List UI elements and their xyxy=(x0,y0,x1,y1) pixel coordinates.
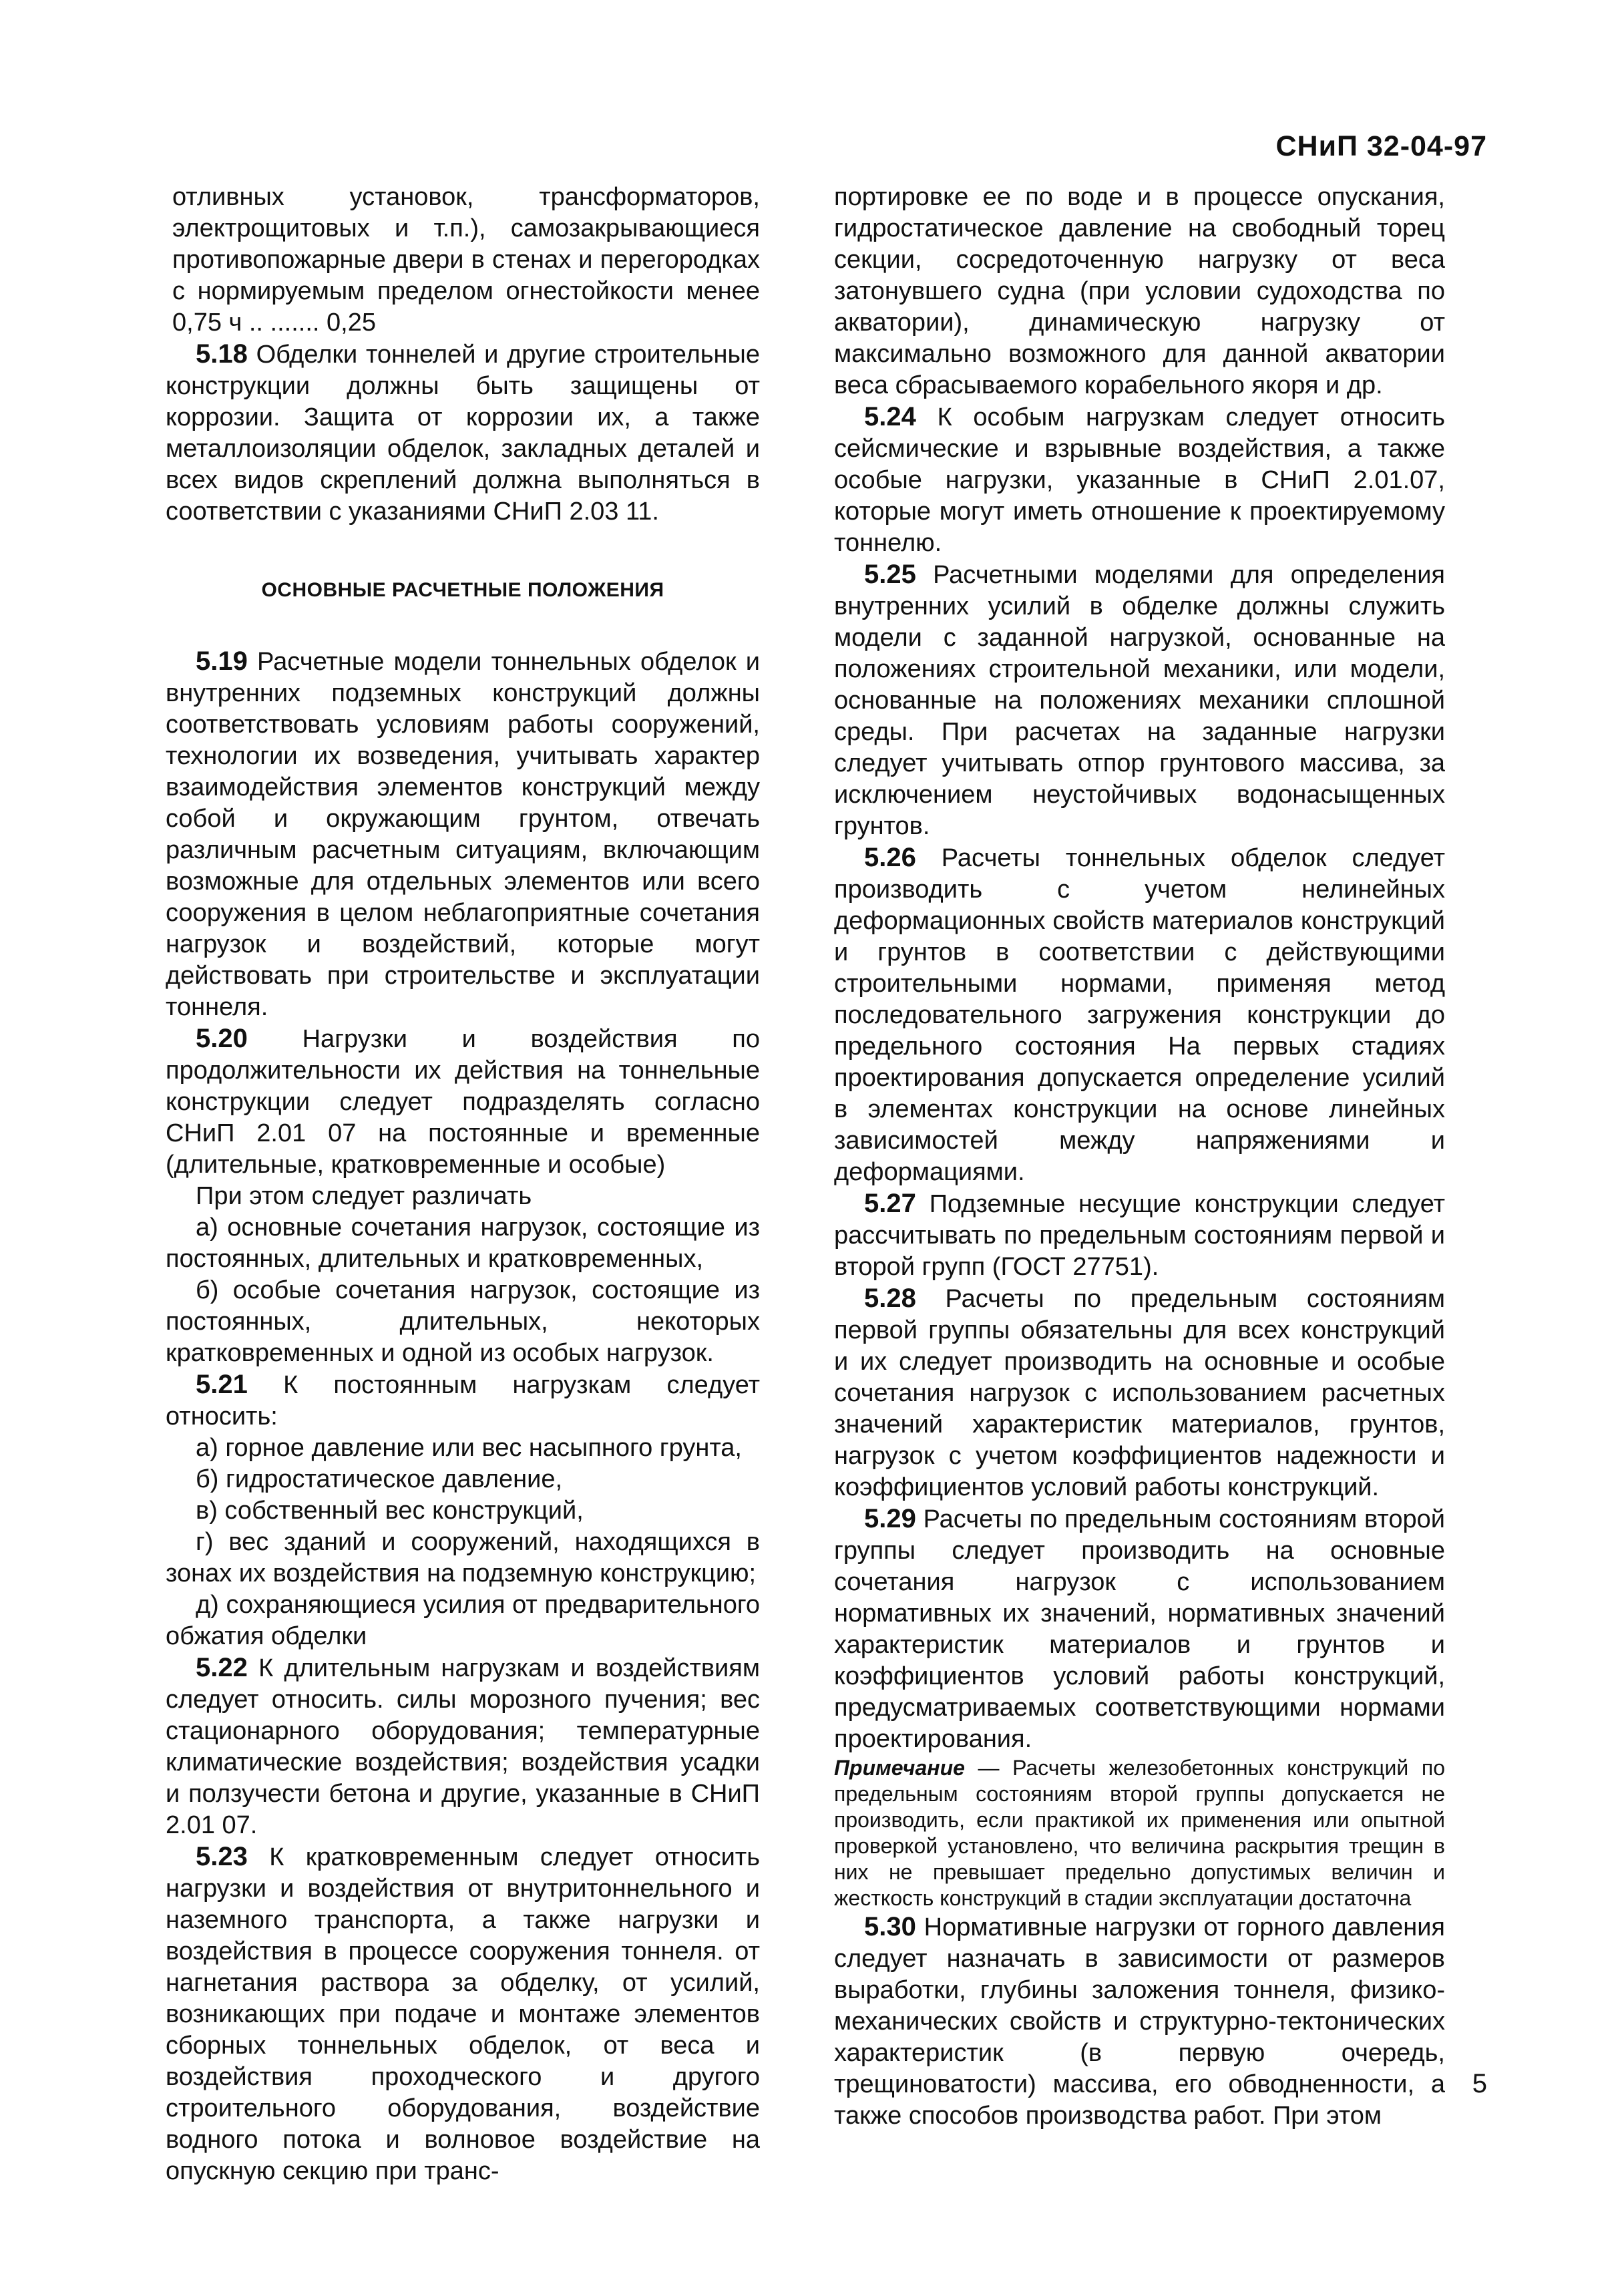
clause-number: 5.29 xyxy=(864,1504,916,1533)
section-title: ОСНОВНЫЕ РАСЧЕТНЫЕ ПОЛОЖЕНИЯ xyxy=(261,579,664,601)
clause-5-29 xyxy=(834,1503,1445,1755)
clause-text: Подземные несущие конструкции следует рассчитывать по предельным состояниям первой и второй групп (ГОСТ 27751). xyxy=(834,1190,1445,1281)
clause-5-28 xyxy=(834,1283,1445,1503)
clause-number: 5.18 xyxy=(196,339,248,369)
clause-5-22 xyxy=(166,1652,760,1841)
clause-text: К длительным нагрузкам и воздействиям следует относить. силы морозного пучения; вес стационарного оборудования; температурные климатические воздействия; воздействия усадки и ползучести бетона и другие, указанные в СНиП 2.01 07. xyxy=(166,1654,760,1839)
clause-text: К постоянным нагрузкам следует относить: xyxy=(166,1371,760,1431)
clause-number: 5.30 xyxy=(864,1912,916,1941)
paragraph-continuation: отливных установок, трансформаторов, электрощитовых и т.п.), самозакрывающиеся противопожарные двери в стенах и перегородках с нормируемым пределом огнестойкости менее 0,75 ч .. ....... 0,25 xyxy=(172,183,760,337)
clause-5-27 xyxy=(834,1188,1445,1283)
paragraph-continuation: портировке ее по воде и в процессе опускания, гидростатическое давление на свободный торец секции, сосредоточенную нагрузку от веса затонувшего судна (при условии судоходства по акватории), динамическую нагрузку от максимально возможного для данной акватории веса сбрасываемого корабельного якоря и др. xyxy=(834,183,1445,399)
list-item: а) горное давление или вес насыпного грунта, xyxy=(196,1434,742,1462)
right-column xyxy=(834,182,1445,2132)
clause-text: К особым нагрузкам следует относить сейсмические и взрывные воздействия, а также особые нагрузки, указанные в СНиП 2.01.07, которые могут иметь отношение к проектируемому тоннелю. xyxy=(834,403,1446,557)
clause-text: Нормативные нагрузки от горного давления следует назначать в зависимости от размеров выработки, глубины заложения тоннеля, физико-механических свойств и структурно-тектонических характеристик (в первую очередь, трещиноватости) массива, его обводненности, а также способов производства работ. При этом xyxy=(834,1913,1445,2130)
document-code-header: СНиП 32-04-97 xyxy=(1275,130,1487,162)
clause-number: 5.19 xyxy=(196,646,248,676)
clause-5-20 xyxy=(166,1023,760,1181)
list-item: а) основные сочетания нагрузок, состоящие из постоянных, длительных и кратковременных, xyxy=(166,1213,760,1273)
list-item: б) гидростатическое давление, xyxy=(196,1465,563,1493)
list-item: в) собственный вес конструкций, xyxy=(196,1497,584,1525)
clause-5-24 xyxy=(834,401,1445,559)
left-column xyxy=(166,182,760,2187)
paragraph: При этом следует различать xyxy=(196,1182,532,1210)
clause-5-19 xyxy=(166,646,760,1023)
page-number: 5 xyxy=(1472,2069,1487,2098)
clause-number: 5.26 xyxy=(864,843,916,872)
clause-text: Нагрузки и воздействия по продолжительности их действия на тоннельные конструкции следует подразделять согласно СНиП 2.01 07 на постоянные и временные (длительные, кратковременные и особые) xyxy=(166,1025,760,1179)
list-item: д) сохраняющиеся усилия от предварительного обжатия обделки xyxy=(166,1591,760,1650)
clause-number: 5.28 xyxy=(864,1284,916,1313)
clause-text: Расчеты по предельным состояниям второй группы следует производить на основные сочетания нагрузок с использованием нормативных их значений, нормативных значений характеристик материалов и грунтов и коэффициентов условий работы конструкций, предусматриваемых соответствующими нормами проектирования. xyxy=(834,1505,1445,1753)
clause-text: Расчетные модели тоннельных обделок и внутренних подземных конструкций должны соответствовать условиям работы сооружений, технологии их возведения, учитывать характер взаимодействия элементов конструкций между собой и окружающим грунтом, отвечать различным расчетным ситуациям, включающим возможные для отдельных элементов или всего сооружения в целом неблагоприятные сочетания нагрузок и воздействий, которые могут действовать при строительстве и эксплуатации тоннеля. xyxy=(166,648,760,1021)
clause-5-18 xyxy=(166,339,760,528)
clause-5-23 xyxy=(166,1841,760,2187)
clause-number: 5.23 xyxy=(196,1842,248,1871)
clause-text: Расчеты по предельным состояниям первой группы обязательны для всех конструкций и их следует производить на основные и особые сочетания нагрузок с использованием расчетных значений характеристик материалов, грунтов, нагрузок с учетом коэффициентов надежности и коэффициентов условий работы конструкций. xyxy=(834,1285,1445,1501)
clause-text: К кратковременным следует относить нагрузки и воздействия от внутритоннельного и наземного транспорта, а также нагрузки и воздействия в процессе сооружения тоннеля. от нагнетания раствора за обделку, от усилий, возникающих при подаче и монтаже элементов сборных тоннельных обделок, от веса и воздействия проходческого и другого строительного оборудования, воздействие водного потока и волновое воздействие на опускную секцию при транс- xyxy=(166,1843,760,2185)
note xyxy=(834,1755,1445,1911)
note-label: Примечание xyxy=(834,1756,965,1780)
clause-number: 5.25 xyxy=(864,560,916,589)
clause-5-26 xyxy=(834,842,1445,1188)
clause-text: Обделки тоннелей и другие строительные конструкции должны быть защищены от коррозии. Защита от коррозии их, а также металлоизоляции обделок, закладных деталей и всех видов скреплений должна выполняться в соответствии с указаниями СНиП 2.03 11. xyxy=(166,341,760,526)
clause-number: 5.20 xyxy=(196,1024,248,1053)
clause-number: 5.22 xyxy=(196,1653,248,1682)
clause-number: 5.27 xyxy=(864,1189,916,1218)
list-item: г) вес зданий и сооружений, находящихся в зонах их воздействия на подземную конструкцию; xyxy=(166,1528,760,1587)
clause-number: 5.24 xyxy=(864,402,916,431)
clause-5-30 xyxy=(834,1911,1445,2132)
clause-number: 5.21 xyxy=(196,1370,248,1399)
clause-text: Расчеты тоннельных обделок следует производить с учетом нелинейных деформационных свойств материалов конструкций и грунтов в соответствии с действующими строительными нормами, применяя метод последовательного загружения конструкции до предельного состояния На первых стадиях проектирования допускается определение усилий в элементах конструкции на основе линейных зависимостей между напряжениями и деформациями. xyxy=(834,844,1445,1186)
clause-5-21 xyxy=(166,1369,760,1433)
clause-text: Расчетными моделями для определения внутренних усилий в обделке должны служить модели с заданной нагрузкой, основанные на положениях строительной механики, или модели, основанные на положениях механики сплошной среды. При расчетах на заданные нагрузки следует учитывать отпор грунтового массива, за исключением неустойчивых водонасыщенных грунтов. xyxy=(834,561,1445,840)
note-text: — Расчеты железобетонных конструкций по предельным состояниям второй группы допускается не производить, если практикой их применения или опытной проверкой установлено, что величина раскрытия трещин в них не превышает предельно допустимых величин и жесткость конструкций в стадии эксплуатации достаточна xyxy=(834,1756,1445,1910)
list-item: б) особые сочетания нагрузок, состоящие из постоянных, длительных, некоторых кратковременных и одной из особых нагрузок. xyxy=(166,1276,760,1367)
clause-5-25 xyxy=(834,559,1445,842)
